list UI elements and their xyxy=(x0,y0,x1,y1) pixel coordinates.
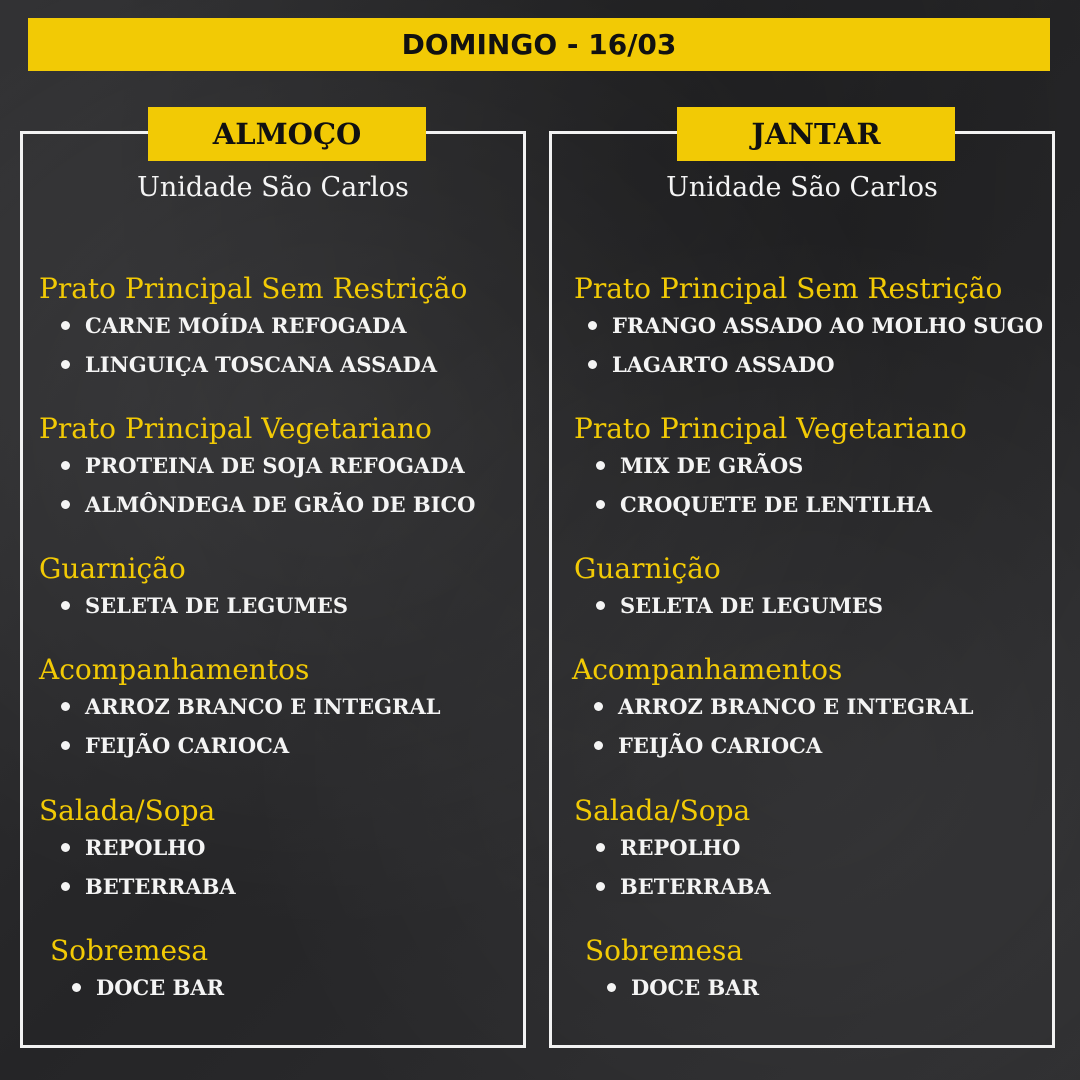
panel-header xyxy=(148,107,426,161)
bullet-icon xyxy=(61,882,70,891)
section-title: Salada/Sopa xyxy=(39,794,216,827)
bullet-icon xyxy=(61,601,70,610)
list-item: PROTEINA DE SOJA REFOGADA xyxy=(39,446,475,485)
panel-header xyxy=(677,107,955,161)
list-item: CROQUETE DE LENTILHA xyxy=(574,485,967,524)
list-item: ARROZ BRANCO E INTEGRAL xyxy=(39,687,441,726)
section-title: Acompanhamentos xyxy=(572,653,843,686)
list-item: LINGUIÇA TOSCANA ASSADA xyxy=(39,345,467,384)
section-prato-principal xyxy=(39,272,467,384)
list-item: REPOLHO xyxy=(574,828,771,867)
list-item: SELETA DE LEGUMES xyxy=(574,586,883,625)
section-vegetariano xyxy=(39,412,475,524)
bullet-icon xyxy=(61,500,70,509)
panel-label: JANTAR xyxy=(751,117,881,151)
section-prato-principal xyxy=(574,272,1043,384)
list-item: CARNE MOÍDA REFOGADA xyxy=(39,306,467,345)
page-title: DOMINGO - 16/03 xyxy=(401,28,677,61)
section-title: Sobremesa xyxy=(585,934,744,967)
section-acompanhamentos xyxy=(39,653,441,765)
list-item: FRANGO ASSADO AO MOLHO SUGO xyxy=(574,306,1043,345)
section-salada-sopa xyxy=(39,794,236,906)
unit-name: Unidade São Carlos xyxy=(137,172,409,203)
list-item: FEIJÃO CARIOCA xyxy=(39,726,441,765)
list-item: ALMÔNDEGA DE GRÃO DE BICO xyxy=(39,485,475,524)
section-title: Prato Principal Sem Restrição xyxy=(574,272,1003,305)
section-title: Prato Principal Vegetariano xyxy=(574,412,967,445)
bullet-icon xyxy=(61,461,70,470)
list-item: BETERRABA xyxy=(574,867,771,906)
bullet-icon xyxy=(72,983,81,992)
bullet-icon xyxy=(61,321,70,330)
section-title: Acompanhamentos xyxy=(39,653,310,686)
list-item: DOCE BAR xyxy=(50,968,224,1007)
section-title: Salada/Sopa xyxy=(574,794,751,827)
list-item: LAGARTO ASSADO xyxy=(574,345,1043,384)
panel-label: ALMOÇO xyxy=(212,117,362,151)
list-item: SELETA DE LEGUMES xyxy=(39,586,348,625)
bullet-icon xyxy=(594,741,603,750)
bullet-icon xyxy=(607,983,616,992)
panel-almoco xyxy=(20,117,526,1048)
bullet-icon xyxy=(596,461,605,470)
page-title-bar xyxy=(28,18,1050,71)
section-sobremesa xyxy=(50,934,224,1007)
bullet-icon xyxy=(588,321,597,330)
bullet-icon xyxy=(596,500,605,509)
section-title: Guarnição xyxy=(574,552,721,585)
bullet-icon xyxy=(594,702,603,711)
section-sobremesa xyxy=(585,934,759,1007)
section-title: Sobremesa xyxy=(50,934,209,967)
unit-name: Unidade São Carlos xyxy=(666,172,938,203)
section-salada-sopa xyxy=(574,794,771,906)
section-guarnicao xyxy=(39,552,348,625)
bullet-icon xyxy=(596,843,605,852)
list-item: DOCE BAR xyxy=(585,968,759,1007)
bullet-icon xyxy=(596,882,605,891)
section-title: Prato Principal Vegetariano xyxy=(39,412,432,445)
list-item: MIX DE GRÃOS xyxy=(574,446,967,485)
section-guarnicao xyxy=(574,552,883,625)
list-item: REPOLHO xyxy=(39,828,236,867)
list-item: ARROZ BRANCO E INTEGRAL xyxy=(572,687,974,726)
bullet-icon xyxy=(596,601,605,610)
bullet-icon xyxy=(61,741,70,750)
list-item: BETERRABA xyxy=(39,867,236,906)
bullet-icon xyxy=(588,360,597,369)
bullet-icon xyxy=(61,843,70,852)
panel-jantar xyxy=(549,117,1055,1048)
section-vegetariano xyxy=(574,412,967,524)
section-title: Prato Principal Sem Restrição xyxy=(39,272,468,305)
bullet-icon xyxy=(61,360,70,369)
list-item: FEIJÃO CARIOCA xyxy=(572,726,974,765)
section-acompanhamentos xyxy=(572,653,974,765)
bullet-icon xyxy=(61,702,70,711)
section-title: Guarnição xyxy=(39,552,186,585)
